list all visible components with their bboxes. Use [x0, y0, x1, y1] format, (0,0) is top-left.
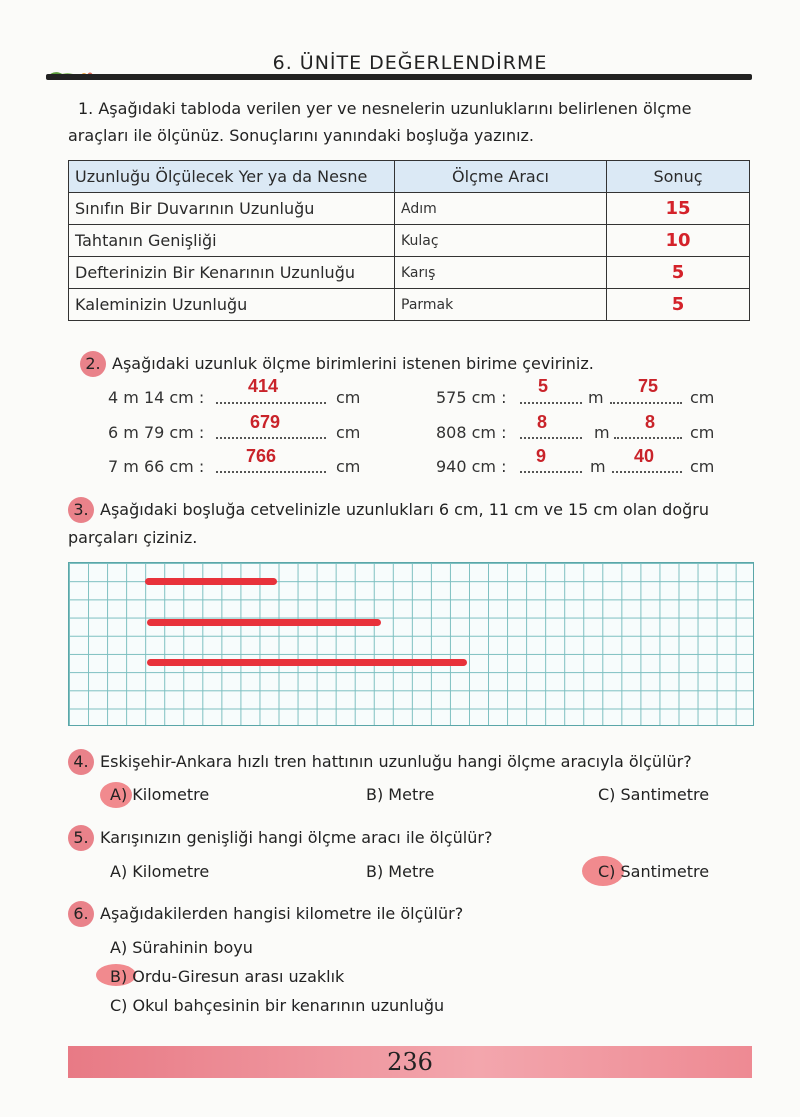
q2-left-unit-2: cm — [336, 423, 361, 442]
answer-line — [520, 471, 582, 473]
q2-left-expr-3: 7 m 66 cm : — [108, 457, 205, 476]
q3-text-line2: parçaları çiziniz. — [68, 528, 198, 547]
q2-question — [80, 350, 594, 378]
q2-text: Aşağıdaki uzunluk ölçme birimlerini istenen birime çeviriniz. — [112, 354, 594, 373]
q2-right-m-unit-3: m — [590, 457, 606, 476]
row-item: Sınıfın Bir Duvarının Uzunluğu — [69, 193, 395, 225]
q5-question — [68, 824, 758, 852]
answer-line — [614, 437, 682, 439]
q3-text-line1: Aşağıdaki boşluğa cetvelinizle uzunlukları 6 cm, 11 cm ve 15 cm olan doğru — [100, 500, 709, 519]
q2-right-m-answer-2: 8 — [537, 412, 548, 432]
answer-line — [216, 437, 326, 439]
q4-option-c[interactable]: C) Santimetre — [598, 785, 710, 804]
q2-left-answer-3: 766 — [246, 446, 277, 466]
measurement-table — [68, 160, 750, 321]
row-item: Tahtanın Genişliği — [69, 225, 395, 257]
row-tool: Adım — [395, 193, 607, 225]
row-item: Kaleminizin Uzunluğu — [69, 289, 395, 321]
segment-11cm — [147, 619, 381, 626]
q2-left-expr-1: 4 m 14 cm : — [108, 388, 205, 407]
row-tool: Parmak — [395, 289, 607, 321]
q6-option-b[interactable]: B) Ordu-Giresun arası uzaklık — [110, 967, 345, 986]
q2-right-expr-3: 940 cm : — [436, 457, 507, 476]
q2-right-expr-1: 575 cm : — [436, 388, 507, 407]
q2-right-cm-answer-3: 40 — [634, 446, 655, 466]
row-tool: Kulaç — [395, 225, 607, 257]
table-row — [69, 257, 750, 289]
q3-question — [68, 496, 758, 524]
answer-line — [216, 402, 326, 404]
row-result: 10 — [607, 225, 750, 257]
table-row — [69, 225, 750, 257]
table-row — [69, 193, 750, 225]
q2-left-expr-2: 6 m 79 cm : — [108, 423, 205, 442]
row-tool: Karış — [395, 257, 607, 289]
q2-left-answer-2: 679 — [250, 412, 281, 432]
q1-text-line2: araçları ile ölçünüz. Sonuçlarını yanındaki boşluğa yazınız. — [68, 126, 535, 145]
q4-option-a[interactable]: A) Kilometre — [110, 785, 210, 804]
unit-title: 6. ÜNİTE DEĞERLENDİRME — [272, 52, 548, 74]
answer-line — [610, 402, 682, 404]
q5-option-c[interactable]: C) Santimetre — [598, 862, 710, 881]
q5-number: 5. — [68, 825, 94, 851]
row-item: Defterinizin Bir Kenarının Uzunluğu — [69, 257, 395, 289]
drawing-grid[interactable] — [68, 562, 754, 726]
q2-left-answer-1: 414 — [248, 376, 279, 396]
q4-option-b[interactable]: B) Metre — [366, 785, 435, 804]
page-number: 236 — [387, 1048, 433, 1076]
table-header-result: Sonuç — [607, 161, 750, 193]
q2-left-unit-1: cm — [336, 388, 361, 407]
q2-right-cm-unit-3: cm — [690, 457, 715, 476]
q2-right-m-answer-1: 5 — [538, 376, 549, 396]
q2-number: 2. — [80, 351, 106, 377]
q2-right-m-answer-3: 9 — [536, 446, 547, 466]
answer-line — [520, 402, 582, 404]
q4-question — [68, 748, 758, 776]
answer-line — [520, 437, 582, 439]
q2-right-cm-unit-2: cm — [690, 423, 715, 442]
answer-line — [216, 471, 326, 473]
q2-right-m-unit-2: m — [594, 423, 610, 442]
table-header-item: Uzunluğu Ölçülecek Yer ya da Nesne — [69, 161, 395, 193]
q2-right-expr-2: 808 cm : — [436, 423, 507, 442]
answer-line — [612, 471, 682, 473]
q2-right-cm-unit-1: cm — [690, 388, 715, 407]
segment-6cm — [145, 578, 277, 585]
row-result: 5 — [607, 289, 750, 321]
q2-right-cm-answer-1: 75 — [638, 376, 659, 396]
q1-number: 1. — [78, 99, 94, 118]
q6-text: Aşağıdakilerden hangisi kilometre ile ölçülür? — [100, 904, 464, 923]
q3-number: 3. — [68, 497, 94, 523]
header-rule — [46, 74, 752, 80]
q2-right-cm-answer-2: 8 — [645, 412, 656, 432]
table-header-tool: Ölçme Aracı — [395, 161, 607, 193]
q5-option-b[interactable]: B) Metre — [366, 862, 435, 881]
row-result: 5 — [607, 257, 750, 289]
table-row — [69, 289, 750, 321]
q5-text: Karışınızın genişliği hangi ölçme aracı ile ölçülür? — [100, 828, 493, 847]
segment-15cm — [147, 659, 467, 666]
q6-question — [68, 900, 758, 928]
row-result: 15 — [607, 193, 750, 225]
q6-number: 6. — [68, 901, 94, 927]
q6-option-c[interactable]: C) Okul bahçesinin bir kenarının uzunluğu — [110, 996, 445, 1015]
q1-text-line1: Aşağıdaki tabloda verilen yer ve nesnelerin uzunluklarını belirlenen ölçme — [98, 99, 692, 118]
q4-number: 4. — [68, 749, 94, 775]
q1-text — [78, 95, 754, 123]
table-header-row — [69, 161, 750, 193]
q4-text: Eskişehir-Ankara hızlı tren hattının uzunluğu hangi ölçme aracıyla ölçülür? — [100, 752, 692, 771]
q6-option-a[interactable]: A) Sürahinin boyu — [110, 938, 253, 957]
q2-left-unit-3: cm — [336, 457, 361, 476]
q2-right-m-unit-1: m — [588, 388, 604, 407]
q5-option-a[interactable]: A) Kilometre — [110, 862, 210, 881]
